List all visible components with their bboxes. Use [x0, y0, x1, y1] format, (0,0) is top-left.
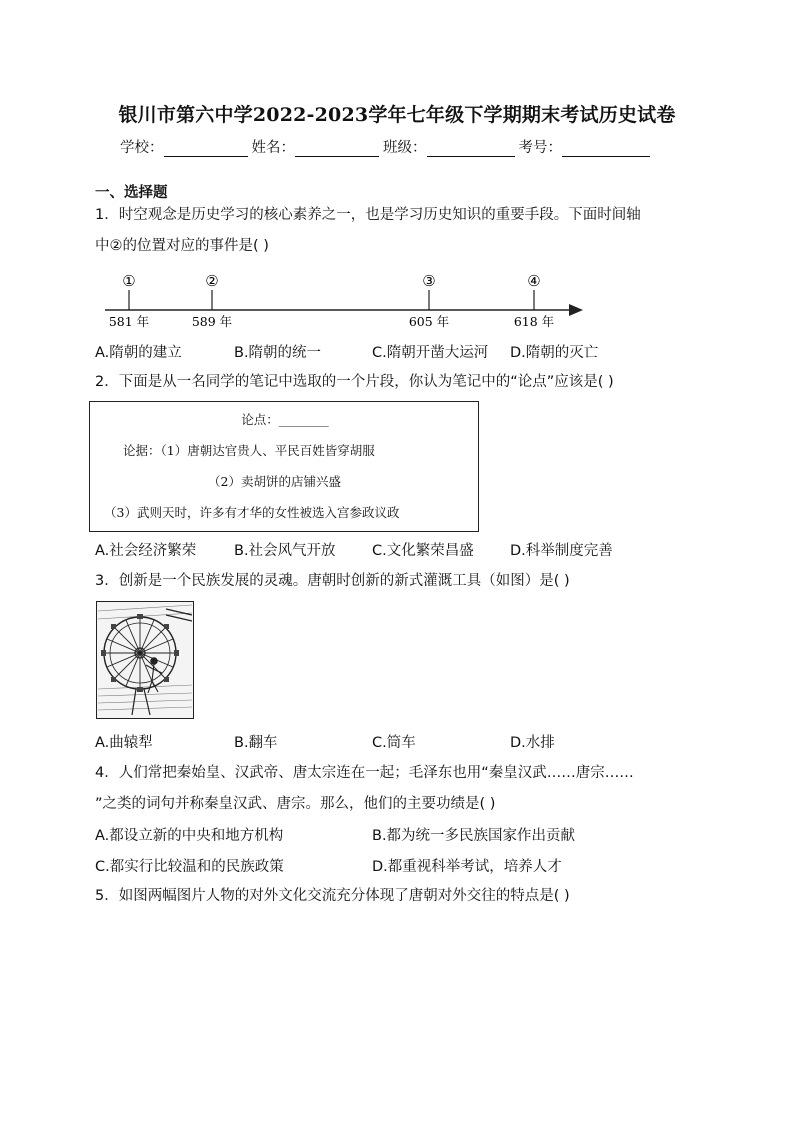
timeline-year-label: 618 年: [513, 314, 555, 329]
note-thesis: 论点：________: [241, 412, 329, 427]
q1-option-d[interactable]: D.隋朝的灭亡: [510, 345, 599, 361]
q3-option-c[interactable]: C.筒车: [372, 735, 416, 751]
timeline-year-label: 605 年: [408, 314, 450, 329]
page-title: 银川市第六中学2022-2023学年七年级下学期期末考试历史试卷: [118, 104, 676, 126]
q1-stem-line2: 中②的位置对应的事件是( ): [95, 238, 269, 254]
q2-option-c[interactable]: C.文化繁荣昌盛: [372, 543, 474, 559]
q3-stem: 3．创新是一个民族发展的灵魂。唐朝时创新的新式灌溉工具（如图）是( ): [95, 573, 570, 589]
q2-option-b[interactable]: B.社会风气开放: [234, 543, 336, 559]
timeline-year-label: 581 年: [108, 314, 150, 329]
student-info-line: [120, 136, 654, 157]
q4-option-b[interactable]: B.都为统一多民族国家作出贡献: [372, 828, 576, 844]
exam-number-label: 考号：: [518, 140, 562, 156]
section-title: 一、选择题: [95, 185, 168, 201]
study-note-box: [89, 401, 479, 532]
q2-option-d[interactable]: D.科举制度完善: [510, 543, 613, 559]
class-blank[interactable]: [427, 140, 515, 157]
note-evidence-2: （2）卖胡饼的店铺兴盛: [208, 474, 341, 489]
timeline-marker: ③: [422, 272, 436, 290]
school-label: 学校：: [120, 140, 164, 156]
q1-stem-line1: 1．时空观念是历史学习的核心素养之一，也是学习历史知识的重要手段。下面时间轴: [95, 207, 641, 223]
q3-option-a[interactable]: A.曲辕犁: [95, 735, 153, 751]
timeline-marker: ④: [527, 272, 541, 290]
q2-stem: 2．下面是从一名同学的笔记中选取的一个片段，你认为笔记中的“论点”应该是( ): [95, 374, 614, 390]
q5-stem: 5．如图两幅图片人物的对外文化交流充分体现了唐朝对外交往的特点是( ): [95, 888, 570, 904]
class-label: 班级：: [383, 140, 427, 156]
q3-option-b[interactable]: B.翻车: [234, 735, 278, 751]
school-blank[interactable]: [164, 140, 248, 157]
irrigation-tool-illustration: [96, 601, 194, 719]
note-evidence-1: 论据：（1）唐朝达官贵人、平民百姓皆穿胡服: [123, 443, 375, 458]
timeline-marker: ②: [205, 272, 219, 290]
q2-option-a[interactable]: A.社会经济繁荣: [95, 543, 197, 559]
q4-option-d[interactable]: D.都重视科举考试，培养人才: [372, 859, 562, 875]
q4-option-a[interactable]: A.都设立新的中央和地方机构: [95, 828, 284, 844]
timeline-marker: ①: [122, 272, 136, 290]
q1-option-a[interactable]: A.隋朝的建立: [95, 345, 182, 361]
name-label: 姓名：: [251, 140, 295, 156]
q4-stem-line1: 4．人们常把秦始皇、汉武帝、唐太宗连在一起；毛泽东也用“秦皇汉武……唐宗……: [95, 765, 634, 781]
q1-option-c[interactable]: C.隋朝开凿大运河: [372, 345, 489, 361]
exam-number-blank[interactable]: [562, 140, 650, 157]
name-blank[interactable]: [295, 140, 379, 157]
timeline-arrow: [569, 304, 583, 316]
q3-option-d[interactable]: D.水排: [510, 735, 555, 751]
timeline-figure: [95, 268, 595, 330]
q4-option-c[interactable]: C.都实行比较温和的民族政策: [95, 859, 284, 875]
note-evidence-3: （3）武则天时，许多有才华的女性被选入宫参政议政: [104, 505, 400, 520]
q4-stem-line2: ”之类的词句并称秦皇汉武、唐宗。那么，他们的主要功绩是( ): [95, 796, 496, 812]
timeline-year-label: 589 年: [191, 314, 233, 329]
q1-option-b[interactable]: B.隋朝的统一: [234, 345, 322, 361]
